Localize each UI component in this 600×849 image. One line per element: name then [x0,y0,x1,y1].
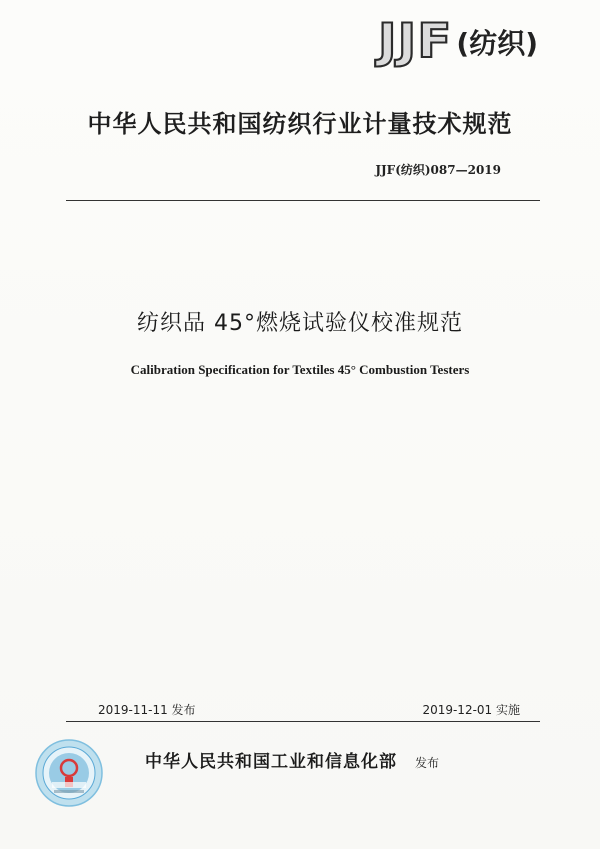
jjf-logo-mark: JJF [378,13,453,69]
implementation-date: 2019-12-01 实施 [422,703,520,717]
standard-class-title: 中华人民共和国纺织行业计量技术规范 [87,110,513,138]
jjf-logo-suffix: (纺织) [456,27,538,60]
issuer-line [145,747,439,772]
issuer-name: 中华人民共和国工业和信息化部 [145,752,397,772]
standard-number: JJF(纺织)087—2019 [375,163,501,177]
top-divider [66,200,540,201]
document-title-english: Calibration Specification for Textiles 45° Combustion Testers [130,362,470,377]
distributor-seal-icon [34,738,104,808]
issuer-action: 发布 [415,756,440,770]
issue-date: 2019-11-11 发布 [98,703,196,717]
document-title-chinese: 纺织品 45°燃烧试验仪校准规范 [137,311,463,336]
standard-logo [378,13,538,69]
bottom-divider [66,721,540,722]
